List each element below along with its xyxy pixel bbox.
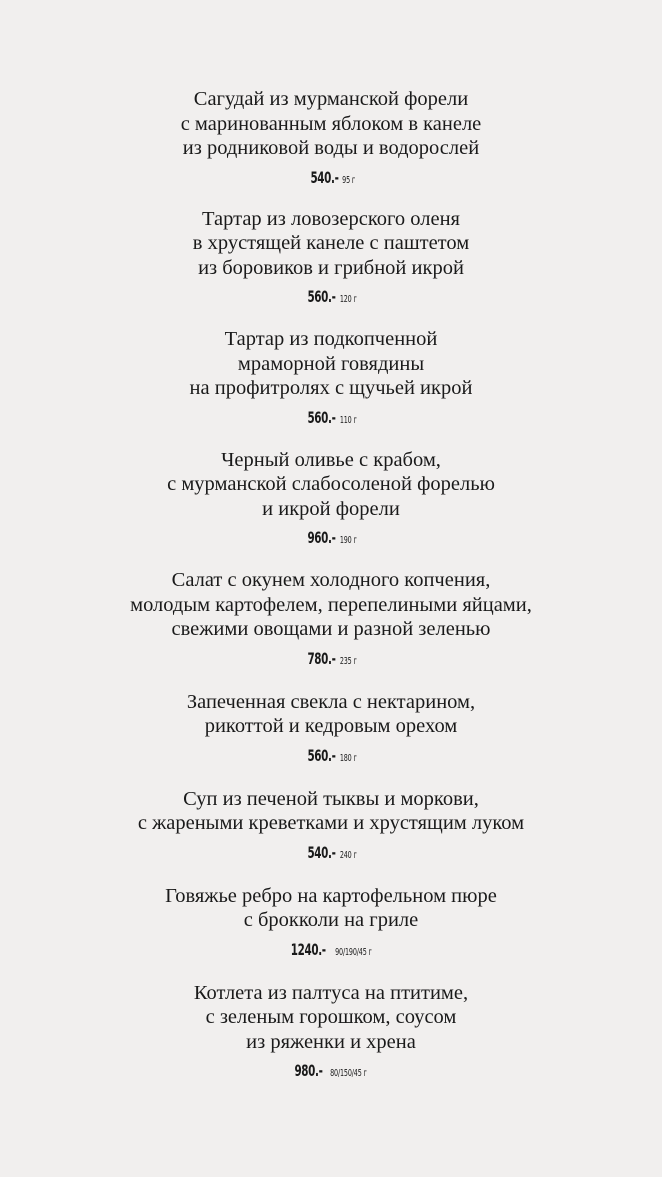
dish-name-line: молодым картофелем, перепелиными яйцами,: [130, 593, 532, 616]
dish-name-line: мраморной говядины: [237, 352, 425, 375]
dish-name: [0, 207, 662, 281]
dish-name-line: с жареными креветками и хрустящим луком: [137, 812, 525, 834]
dish-name-line: свежими овощами и разной зеленью: [171, 618, 491, 640]
dish-name-line: из боровиков и грибной икрой: [198, 256, 464, 279]
menu-item: [0, 207, 662, 312]
dish-name-line: с мурманской слабосоленой форелью: [167, 473, 495, 495]
price-row: [0, 287, 662, 311]
dish-name-line: из ряженки и хрена: [246, 1030, 416, 1053]
dish-name-line: из родниковой воды и водорослей: [182, 137, 480, 159]
dish-name: [0, 327, 662, 401]
dish-name-line: Запеченная свекла с нектарином,: [186, 690, 476, 713]
menu-item: [0, 981, 662, 1086]
dish-name-line: Говяжье ребро на картофельном пюре: [165, 884, 497, 907]
menu-item: [0, 690, 662, 770]
price-row: [0, 940, 662, 964]
dish-name: [0, 787, 662, 836]
dish-name-line: Тартар из ловозерского оленя: [202, 207, 460, 230]
dish-price: 1240.-: [291, 939, 327, 959]
dish-name-line: Котлета из палтуса на птитиме,: [193, 981, 469, 1004]
dish-name-line: и икрой форели: [262, 497, 400, 520]
dish-price: 980.-: [294, 1061, 323, 1080]
menu-item: [0, 568, 662, 673]
dish-name: [0, 87, 662, 161]
dish-weight: 235 г: [340, 655, 357, 667]
price-row: [0, 168, 662, 192]
dish-price: 560.-: [307, 287, 336, 306]
dish-price: 780.-: [307, 648, 336, 668]
dish-weight: 110 г: [340, 414, 357, 426]
dish-weight: 190 г: [340, 535, 357, 546]
menu-item: [0, 327, 662, 432]
menu-item: [0, 448, 662, 553]
dish-name: [0, 568, 662, 642]
dish-name-line: Сагудай из мурманской форели: [193, 88, 469, 110]
dish-weight: 90/190/45 г: [334, 946, 372, 958]
dish-name-line: с брокколи на гриле: [243, 909, 419, 931]
dish-name: [0, 884, 662, 933]
menu-list: [0, 87, 662, 1085]
dish-name: [0, 981, 662, 1055]
price-row: [0, 408, 662, 432]
price-row: [0, 746, 662, 770]
price-row: [0, 1061, 662, 1085]
dish-weight: 95 г: [342, 174, 355, 186]
dish-name-line: в хрустящей канеле с паштетом: [192, 232, 470, 254]
price-row: [0, 843, 662, 867]
dish-weight: 120 г: [340, 294, 357, 305]
dish-name-line: Тартар из подкопченной: [224, 328, 438, 350]
dish-name-line: рикоттой и кедровым орехом: [204, 715, 458, 737]
menu-item: [0, 87, 662, 192]
dish-price: 960.-: [307, 528, 336, 547]
price-row: [0, 528, 662, 552]
dish-name-line: Суп из печеной тыквы и моркови,: [183, 787, 479, 810]
dish-weight: 240 г: [340, 849, 357, 861]
dish-weight: 180 г: [340, 752, 357, 764]
dish-price: 560.-: [307, 745, 336, 765]
dish-name: [0, 448, 662, 522]
dish-name-line: Черный оливье с крабом,: [221, 448, 441, 471]
dish-price: 560.-: [307, 407, 336, 427]
dish-name-line: с зеленым горошком, соусом: [205, 1006, 457, 1028]
dish-name: [0, 690, 662, 739]
dish-price: 540.-: [307, 842, 336, 862]
dish-price: 540.-: [310, 167, 339, 187]
dish-name-line: Салат с окунем холодного копчения,: [171, 569, 491, 591]
price-row: [0, 649, 662, 673]
menu-item: [0, 787, 662, 867]
menu-item: [0, 884, 662, 964]
dish-name-line: на профитролях с щучьей икрой: [189, 377, 473, 399]
dish-weight: 80/150/45 г: [330, 1068, 367, 1079]
dish-name-line: с маринованным яблоком в канеле: [180, 112, 482, 135]
